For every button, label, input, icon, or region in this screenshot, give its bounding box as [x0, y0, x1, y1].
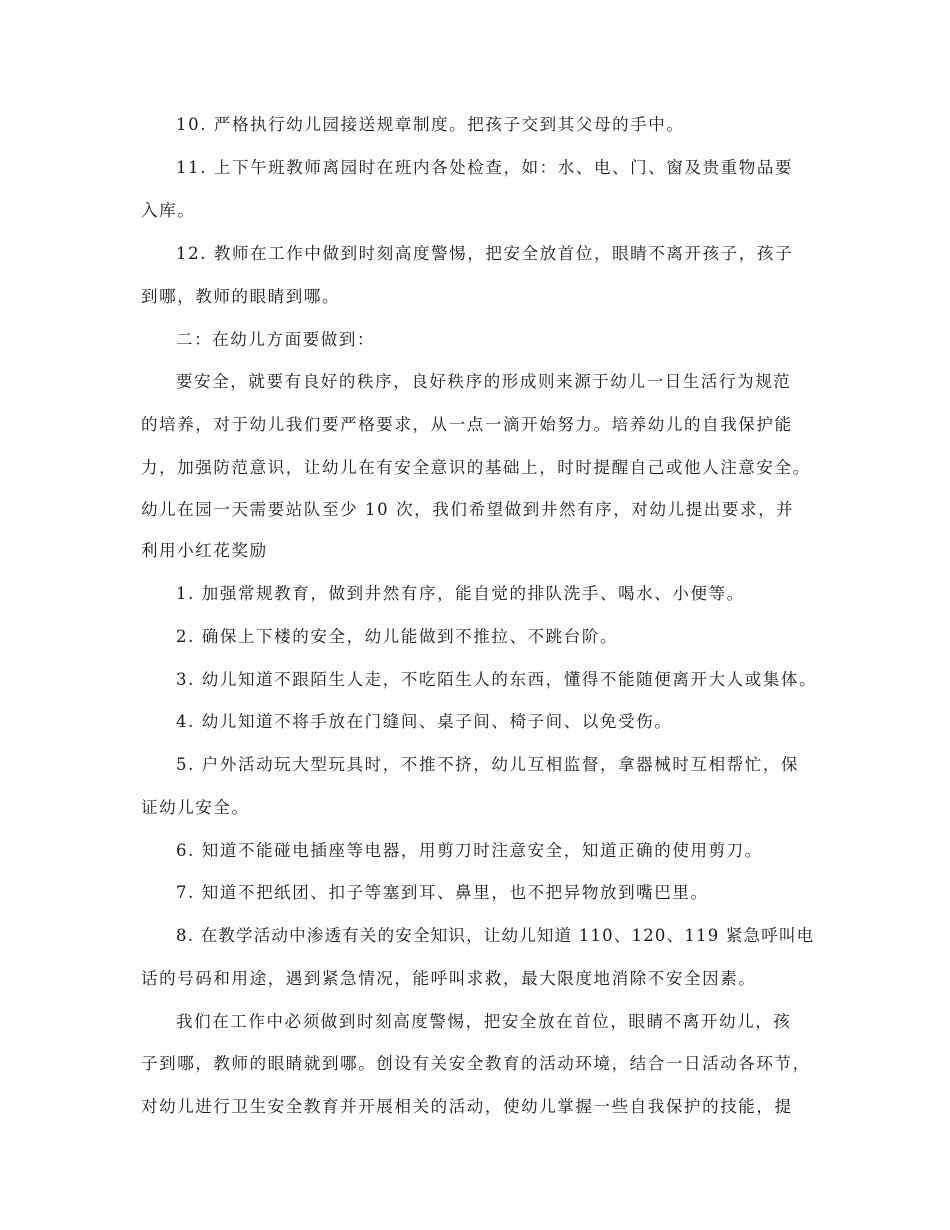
closing-line-3: 对幼儿进行卫生安全教育并开展相关的活动，使幼儿掌握一些自我保护的技能，提	[141, 1097, 793, 1116]
intro-line-4: 幼儿在园一天需要站队至少 10 次，我们希望做到井然有序，对幼儿提出要求，并	[141, 500, 795, 519]
item-1-line-1: 1. 加强常规教育，做到井然有序，能自觉的排队洗手、喝水、小便等。	[176, 584, 745, 603]
intro-line-3: 力，加强防范意识，让幼儿在有安全意识的基础上，时时提醒自己或他人注意安全。	[141, 458, 811, 477]
item-12-line-1: 12. 教师在工作中做到时刻高度警惕，把安全放首位，眼睛不离开孩子，孩子	[176, 244, 794, 263]
item-12-line-2: 到哪，教师的眼睛到哪。	[141, 287, 341, 306]
item-2-line-1: 2. 确保上下楼的安全，幼儿能做到不推拉、不跳台阶。	[176, 627, 619, 646]
item-7-line-1: 7. 知道不把纸团、扣子等塞到耳、鼻里，也不把异物放到嘴巴里。	[176, 883, 709, 902]
closing-line-2: 子到哪，教师的眼睛就到哪。创设有关安全教育的活动环境，结合一日活动各环节，	[141, 1054, 811, 1073]
item-6-line-1: 6. 知道不能碰电插座等电器，用剪刀时注意安全，知道正确的使用剪刀。	[176, 841, 763, 860]
item-10-line-1: 10. 严格执行幼儿园接送规章制度。把孩子交到其父母的手中。	[176, 115, 685, 134]
item-8-line-2: 话的号码和用途，遇到紧急情况，能呼叫求救，最大限度地消除不安全因素。	[141, 969, 757, 988]
item-11-line-2: 入库。	[141, 201, 196, 220]
intro-line-2: 的培养，对于幼儿我们要严格要求，从一点一滴开始努力。培养幼儿的自我保护能	[141, 415, 793, 434]
item-3-line-1: 3. 幼儿知道不跟陌生人走，不吃陌生人的东西，懂得不能随便离开大人或集体。	[176, 670, 818, 689]
item-5-line-2: 证幼儿安全。	[141, 798, 250, 817]
item-8-line-1: 8. 在教学活动中渗透有关的安全知识，让幼儿知道 110、120、119 紧急呼叫电	[176, 926, 815, 945]
item-11-line-1: 11. 上下午班教师离园时在班内各处检查，如：水、电、门、窗及贵重物品要	[176, 158, 794, 177]
item-4-line-1: 4. 幼儿知道不将手放在门缝间、桌子间、椅子间、以免受伤。	[176, 712, 673, 731]
closing-line-1: 我们在工作中必须做到时刻高度警惕，把安全放在首位，眼睛不离开幼儿，孩	[176, 1012, 792, 1031]
item-5-line-1: 5. 户外活动玩大型玩具时，不推不挤，幼儿互相监督，拿器械时互相帮忙，保	[176, 755, 800, 774]
intro-line-5: 利用小红花奖励	[141, 541, 268, 560]
intro-line-1: 要安全，就要有良好的秩序，良好秩序的形成则来源于幼儿一日生活行为规范	[176, 372, 792, 391]
section-heading: 二：在幼儿方面要做到：	[176, 330, 376, 349]
